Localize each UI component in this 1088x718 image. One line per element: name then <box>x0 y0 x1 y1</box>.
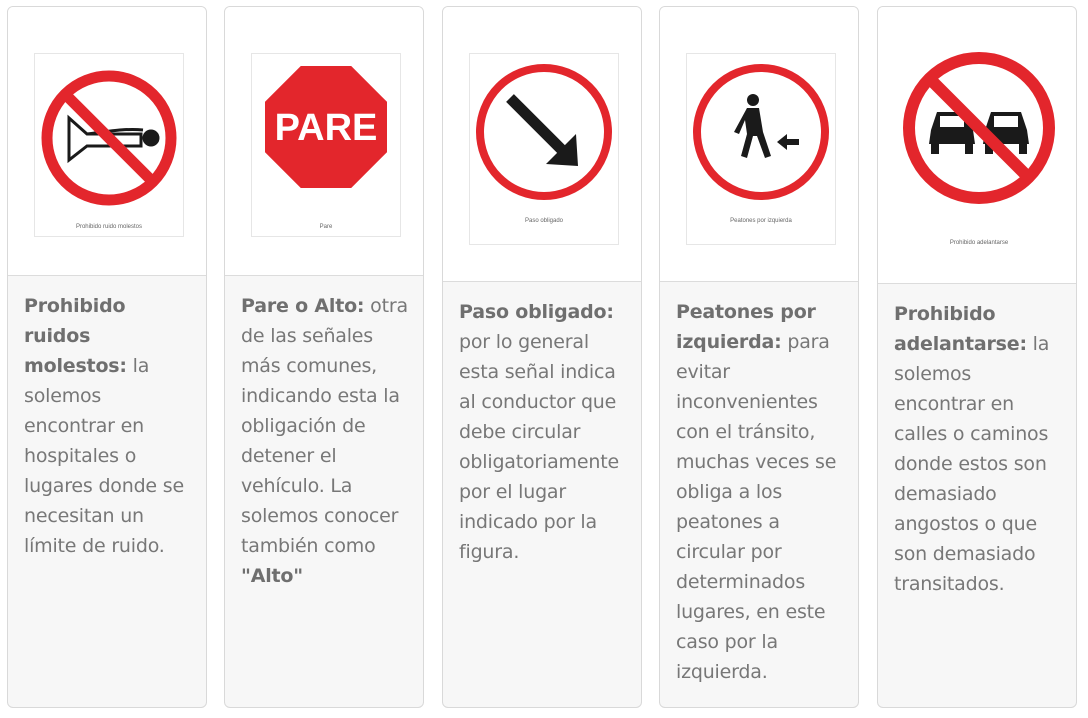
sign-body: por lo general esta señal indica al conductor que debe circular obligatoriamente por el lugar indicado por la figura. <box>459 331 619 563</box>
sign-caption: Paso obligado <box>524 218 564 224</box>
sign-description <box>894 299 1064 599</box>
sign-caption: Peatones por izquierda <box>730 218 792 224</box>
sign-description <box>241 291 411 591</box>
sign-image-area <box>660 7 858 282</box>
sign-image-area <box>225 7 423 276</box>
sign-image <box>686 53 836 245</box>
sign-title: Prohibido adelantarse: <box>894 303 1027 355</box>
sign-image-area <box>878 7 1076 284</box>
sign-image <box>251 53 401 237</box>
sign-caption: Prohibido adelantarse <box>949 240 1009 246</box>
sign-card-pedestrians-left <box>659 6 859 708</box>
sign-title: Pare o Alto: <box>241 295 365 317</box>
sign-description <box>459 297 629 567</box>
sign-body: la solemos encontrar en hospitales o lugares donde se necesitan un límite de ruido. <box>24 355 184 557</box>
sign-title: Peatones por izquierda: <box>676 301 816 353</box>
sign-body: otra de las señales más comunes, indicando esta la obligación de detener el vehículo. La solemos conocer también como <box>241 295 408 557</box>
sign-body: la solemos encontrar en calles o caminos donde estos son demasiado angostos o que son demasiado transitados. <box>894 333 1050 595</box>
pedestrian-left-sign-icon <box>687 54 835 244</box>
stop-sign-text: PARE <box>274 107 378 149</box>
sign-image <box>896 43 1062 255</box>
sign-body: para evitar inconvenientes con el tránsito, muchas veces se obliga a los peatones a circular por determinados lugares, en este caso por la izquierda. <box>676 331 837 683</box>
sign-description <box>676 297 846 687</box>
sign-card-no-noise <box>7 6 207 708</box>
sign-title: Prohibido ruidos molestos: <box>24 295 127 377</box>
sign-card-mandatory-direction <box>442 6 642 708</box>
sign-caption: Pare <box>319 224 333 230</box>
sign-image <box>469 53 619 245</box>
sign-caption: Prohibido ruido molestos <box>75 224 143 230</box>
no-horn-sign-icon <box>35 54 183 236</box>
sign-body-emphasis: "Alto" <box>241 565 303 587</box>
sign-card-no-overtaking <box>877 6 1077 708</box>
no-overtaking-sign-icon <box>897 44 1061 254</box>
sign-card-stop <box>224 6 424 708</box>
sign-title: Paso obligado: <box>459 301 614 323</box>
sign-image <box>34 53 184 237</box>
diagonal-arrow-sign-icon <box>470 54 618 244</box>
sign-image-area <box>443 7 641 282</box>
sign-image-area <box>8 7 206 276</box>
stop-sign-icon <box>252 54 400 236</box>
sign-description <box>24 291 194 561</box>
